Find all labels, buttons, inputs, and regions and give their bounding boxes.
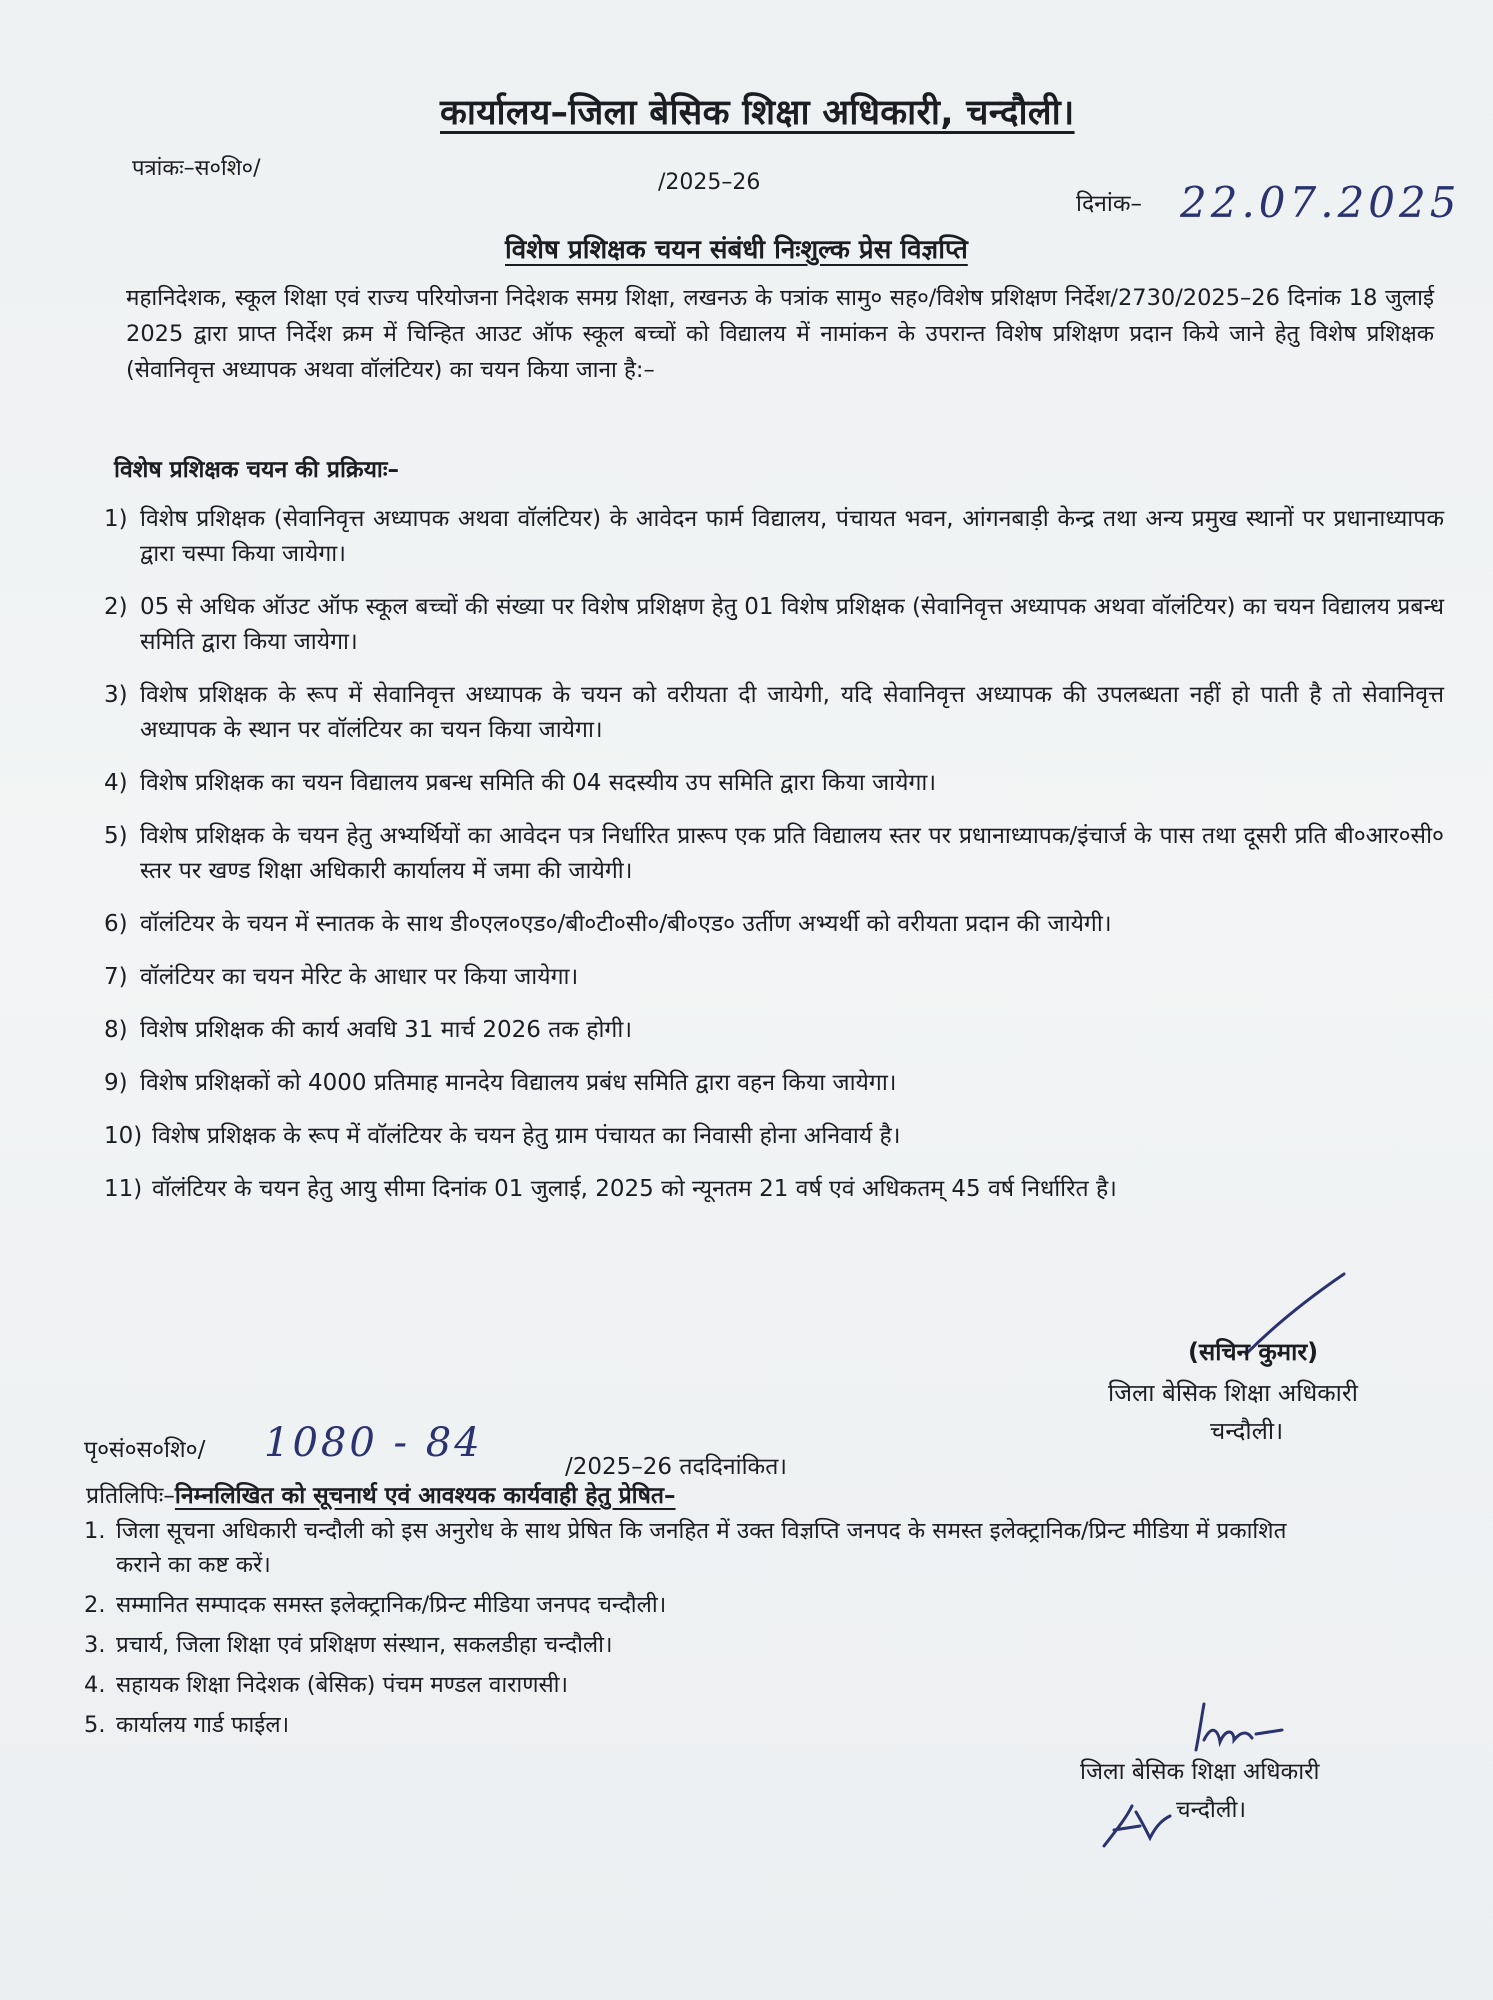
handwritten-mark [1100,1800,1176,1850]
signatory-name: (सचिन कुमार) [1188,1338,1319,1366]
item-number: 1. [84,1518,106,1544]
process-points-list [104,502,1444,1225]
list-item [104,678,1444,748]
item-text: कार्यालय गार्ड फाईल। [116,1712,290,1738]
item-number: 1) [104,506,128,532]
list-item [104,590,1444,660]
list-item [104,1119,1444,1154]
date-label: दिनांक– [1076,191,1143,217]
item-text: जिला सूचना अधिकारी चन्दौली को इस अनुरोध के साथ प्रेषित कि जनहित में उक्त विज्ञप्ति जनपद के समस्त इलेक्ट्रानिक/प्रिन्ट मीडिया में प्रकाशित कराने का कष्ट करें। [116,1518,1287,1578]
copy-recipients-list [84,1514,1334,1748]
letter-number-label: पत्रांकः–स०शि०/ [132,156,261,181]
item-text: वॉलंटियर का चयन मेरिट के आधार पर किया जायेगा। [140,964,579,990]
endorsement-place: चन्दौली। [1176,1797,1247,1823]
signatory-place: चन्दौली। [1210,1417,1284,1445]
list-item [84,1668,1334,1702]
copy-reference-label: पृ०सं०स०शि०/ [84,1437,206,1463]
handwritten-dispatch-number: 1080 - 84 [264,1420,483,1466]
list-item [104,1066,1444,1101]
item-text: 05 से अधिक ऑउट ऑफ स्कूल बच्चों की संख्या पर विशेष प्रशिक्षण हेतु 01 विशेष प्रशिक्षक (सेवानिवृत्त अध्यापक अथवा वॉलंटियर) का चयन विद्यालय प्रबन्ध समिति द्वारा किया जायेगा। [140,594,1444,655]
list-item [84,1708,1334,1742]
copy-purpose: निम्नलिखित को सूचनार्थ एवं आवश्यक कार्यवाही हेतु प्रेषित– [174,1483,676,1509]
list-item [104,1013,1444,1048]
list-item [104,766,1444,801]
item-number: 11) [104,1176,143,1202]
item-number: 4. [84,1672,106,1698]
list-item [104,1172,1444,1207]
item-text: विशेष प्रशिक्षक के रूप में सेवानिवृत्त अध्यापक के चयन को वरीयता दी जायेगी, यदि सेवानिवृत्त अध्यापक की उपलब्धता नहीं हो पाती है तो सेवानिवृत्त अध्यापक के स्थान पर वॉलंटियर का चयन किया जायेगा। [140,682,1444,743]
item-text: विशेष प्रशिक्षक के रूप में वॉलंटियर के चयन हेतु ग्राम पंचायत का निवासी होना अनिवार्य है। [152,1123,901,1149]
list-item [104,960,1444,995]
list-item [84,1588,1334,1622]
list-item [104,502,1444,572]
item-text: विशेष प्रशिक्षक का चयन विद्यालय प्रबन्ध समिति की 04 सदस्यीय उप समिति द्वारा किया जायेगा। [140,770,937,796]
list-item [104,819,1444,889]
list-item [84,1628,1334,1662]
list-item [84,1514,1334,1582]
item-number: 6) [104,911,128,937]
item-number: 4) [104,770,128,796]
item-text: वॉलंटियर के चयन में स्नातक के साथ डी०एल०एड०/बी०टी०सी०/बी०एड० उर्तीण अभ्यर्थी को वरीयता प्रदान की जायेगी। [140,911,1112,937]
item-text: विशेष प्रशिक्षक के चयन हेतु अभ्यर्थियों का आवेदन पत्र निर्धारित प्रारूप एक प्रति विद्यालय स्तर पर प्रधानाध्यापक/इंचार्ज के पास तथा दूसरी प्रति बी०आर०सी० स्तर पर खण्ड शिक्षा अधिकारी कार्यालय में जमा की जायेगी। [140,823,1444,884]
intro-paragraph: महानिदेशक, स्कूल शिक्षा एवं राज्य परियोजना निदेशक समग्र शिक्षा, लखनऊ के पत्रांक सामु० सह०/विशेष प्रशिक्षण निर्देश/2730/2025–26 दिनांक 18 जुलाई 2025 द्वारा प्राप्त निर्देश क्रम में चिन्हित आउट ऑफ स्कूल बच्चों को विद्यालय में नामांकन के उपरान्त विशेष प्रशिक्षण प्रदान किये जाने हेतु विशेष प्रशिक्षक (सेवानिवृत्त अध्यापक अथवा वॉलंटियर) का चयन किया जाना है:– [126,285,1434,383]
item-number: 5. [84,1712,106,1738]
item-text: विशेष प्रशिक्षक की कार्य अवधि 31 मार्च 2026 तक होगी। [140,1017,633,1043]
signatory-designation: जिला बेसिक शिक्षा अधिकारी [1108,1379,1358,1407]
list-item [104,907,1444,942]
copy-prefix: प्रतिलिपिः– [86,1483,175,1509]
item-number: 5) [104,823,128,849]
handwritten-initials [1190,1700,1290,1754]
process-heading: विशेष प्रशिक्षक चयन की प्रक्रियाः– [114,457,400,483]
item-text: प्रचार्य, जिला शिक्षा एवं प्रशिक्षण संस्थान, सकलडीहा चन्दौली। [116,1632,613,1658]
item-number: 3) [104,682,128,708]
item-text: विशेष प्रशिक्षक (सेवानिवृत्त अध्यापक अथवा वॉलंटियर) के आवेदन फार्म विद्यालय, पंचायत भवन, आंगनबाड़ी केन्द्र तथा अन्य प्रमुख स्थानों पर प्रधानाध्यापक द्वारा चस्पा किया जायेगा। [140,506,1444,567]
copy-heading [86,1478,676,1510]
item-number: 2) [104,594,128,620]
letter-year: /2025–26 [658,170,761,195]
office-title: कार्यालय–जिला बेसिक शिक्षा अधिकारी, चन्दौली। [440,93,1075,133]
item-number: 10) [104,1123,143,1149]
handwritten-date: 22.07.2025 [1180,178,1461,227]
copy-reference-year: /2025–26 तददिनांकित। [565,1454,788,1480]
item-number: 3. [84,1632,106,1658]
item-text: वॉलंटियर के चयन हेतु आयु सीमा दिनांक 01 जुलाई, 2025 को न्यूनतम 21 वर्ष एवं अधिकतम् 45 वर्ष निर्धारित है। [152,1176,1117,1202]
item-text: सहायक शिक्षा निदेशक (बेसिक) पंचम मण्डल वाराणसी। [116,1672,569,1698]
document-subject: विशेष प्रशिक्षक चयन संबंधी निःशुल्क प्रेस विज्ञप्ति [505,235,968,265]
endorsement-designation: जिला बेसिक शिक्षा अधिकारी [1080,1759,1320,1785]
item-number: 7) [104,964,128,990]
item-number: 2. [84,1592,106,1618]
item-text: सम्मानित सम्पादक समस्त इलेक्ट्रानिक/प्रिन्ट मीडिया जनपद चन्दौली। [116,1592,667,1618]
item-number: 9) [104,1070,128,1096]
item-text: विशेष प्रशिक्षकों को 4000 प्रतिमाह मानदेय विद्यालय प्रबंध समिति द्वारा वहन किया जायेगा। [140,1070,897,1096]
item-number: 8) [104,1017,128,1043]
